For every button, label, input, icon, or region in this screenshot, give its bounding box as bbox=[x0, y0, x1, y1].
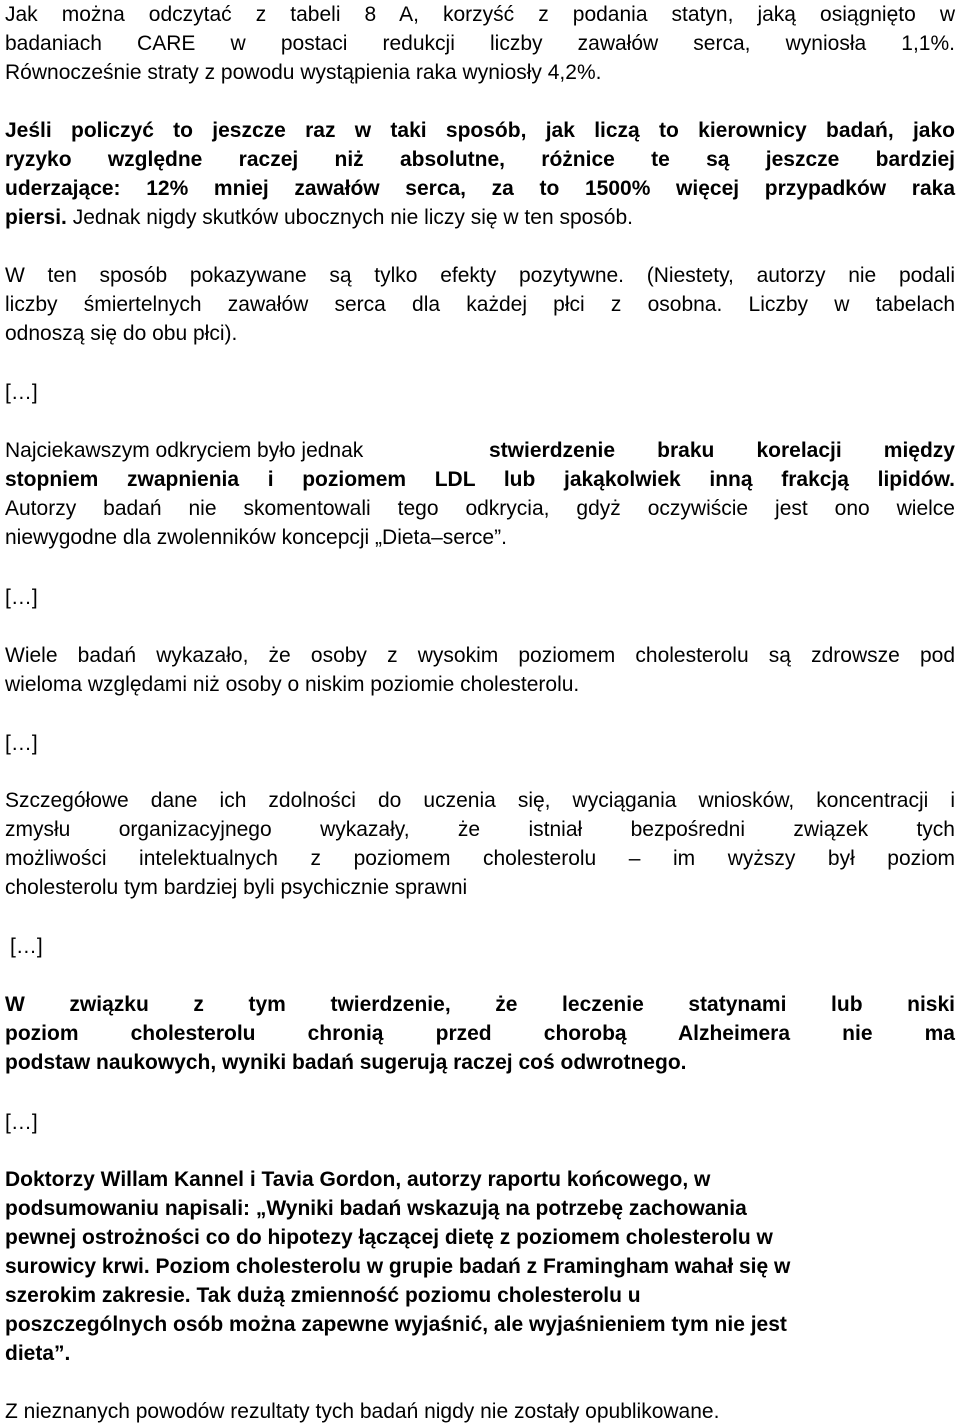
ellipsis-marker: […] bbox=[10, 935, 43, 958]
bold-paragraph-line: podsumowaniu napisali: „Wyniki badań wskazują na potrzebę zachowania bbox=[5, 1197, 747, 1220]
paragraph-line: wieloma względami niż osoby o niskim poziomie cholesterolu. bbox=[5, 673, 580, 696]
bold-paragraph-line: uderzające: 12% mniej zawałów serca, za to 1500% więcej przypadków raka bbox=[5, 177, 955, 200]
bold-fragment: piersi. bbox=[5, 206, 67, 229]
bold-paragraph-line: dieta”. bbox=[5, 1342, 71, 1365]
regular-fragment: Najciekawszym odkryciem było jednak bbox=[5, 439, 364, 462]
paragraph-line: liczby śmiertelnych zawałów serca dla każdej płci z osobna. Liczby w tabelach bbox=[5, 293, 955, 316]
bold-paragraph-line: Jeśli policzyć to jeszcze raz w taki sposób, jak liczą to kierownicy badań, jako bbox=[5, 119, 955, 142]
ellipsis-marker: […] bbox=[5, 381, 38, 404]
bold-paragraph-line: poszczególnych osób można zapewne wyjaśnić, ale wyjaśnieniem tym nie jest bbox=[5, 1313, 787, 1336]
paragraph-line: Jak można odczytać z tabeli 8 A, korzyść z podania statyn, jaką osiągnięto w bbox=[5, 3, 955, 26]
bold-paragraph-line: stopniem zwapnienia i poziomem LDL lub jakąkolwiek inną frakcją lipidów. bbox=[5, 468, 955, 491]
paragraph-line: niewygodne dla zwolenników koncepcji „Dieta–serce”. bbox=[5, 526, 507, 549]
mixed-paragraph-line bbox=[5, 203, 955, 232]
bold-paragraph-line: Doktorzy Willam Kannel i Tavia Gordon, autorzy raportu końcowego, w bbox=[5, 1168, 711, 1191]
paragraph-line: Szczegółowe dane ich zdolności do uczenia się, wyciągania wniosków, koncentracji i bbox=[5, 789, 955, 812]
paragraph-line: Wiele badań wykazało, że osoby z wysokim poziomem cholesterolu są zdrowsze pod bbox=[5, 644, 955, 667]
paragraph-line: zmysłu organizacyjnego wykazały, że istniał bezpośredni związek tych bbox=[5, 818, 955, 841]
ellipsis-marker: […] bbox=[5, 732, 38, 755]
paragraph-line: możliwości intelektualnych z poziomem cholesterolu – im wyższy był poziom bbox=[5, 847, 955, 870]
paragraph-line: odnoszą się do obu płci). bbox=[5, 322, 238, 345]
paragraph-line: W ten sposób pokazywane są tylko efekty pozytywne. (Niestety, autorzy nie podali bbox=[5, 264, 955, 287]
bold-paragraph-line: podstaw naukowych, wyniki badań sugerują raczej coś odwrotnego. bbox=[5, 1051, 687, 1074]
regular-fragment: Jednak nigdy skutków ubocznych nie liczy się w ten sposób. bbox=[66, 206, 634, 229]
bold-paragraph-line: ryzyko względne raczej niż absolutne, różnice te są jeszcze bardziej bbox=[5, 148, 955, 171]
paragraph-line: cholesterolu tym bardziej byli psychicznie sprawni bbox=[5, 876, 468, 899]
paragraph-line: Z nieznanych powodów rezultaty tych badań nigdy nie zostały opublikowane. bbox=[5, 1400, 720, 1423]
bold-paragraph-line: szerokim zakresie. Tak dużą zmienność poziomu cholesterolu u bbox=[5, 1284, 641, 1307]
bold-paragraph-line: poziom cholesterolu chronią przed chorobą Alzheimera nie ma bbox=[5, 1022, 955, 1045]
paragraph-line: Autorzy badań nie skomentowali tego odkrycia, gdyż oczywiście jest ono wielce bbox=[5, 497, 955, 520]
mixed-paragraph-line bbox=[5, 436, 955, 465]
bold-paragraph-line: pewnej ostrożności co do hipotezy łączącej dietę z poziomem cholesterolu w bbox=[5, 1226, 773, 1249]
paragraph-line: badaniach CARE w postaci redukcji liczby zawałów serca, wyniosła 1,1%. bbox=[5, 32, 955, 55]
ellipsis-marker: […] bbox=[5, 586, 38, 609]
ellipsis-marker: […] bbox=[5, 1111, 38, 1134]
bold-fragment: stwierdzenie braku korelacji między bbox=[489, 439, 955, 462]
bold-paragraph-line: W związku z tym twierdzenie, że leczenie statynami lub niski bbox=[5, 993, 955, 1016]
paragraph-line: Równocześnie straty z powodu wystąpienia raka wyniosły 4,2%. bbox=[5, 61, 602, 84]
bold-paragraph-line: surowicy krwi. Poziom cholesterolu w grupie badań z Framingham wahał się w bbox=[5, 1255, 791, 1278]
